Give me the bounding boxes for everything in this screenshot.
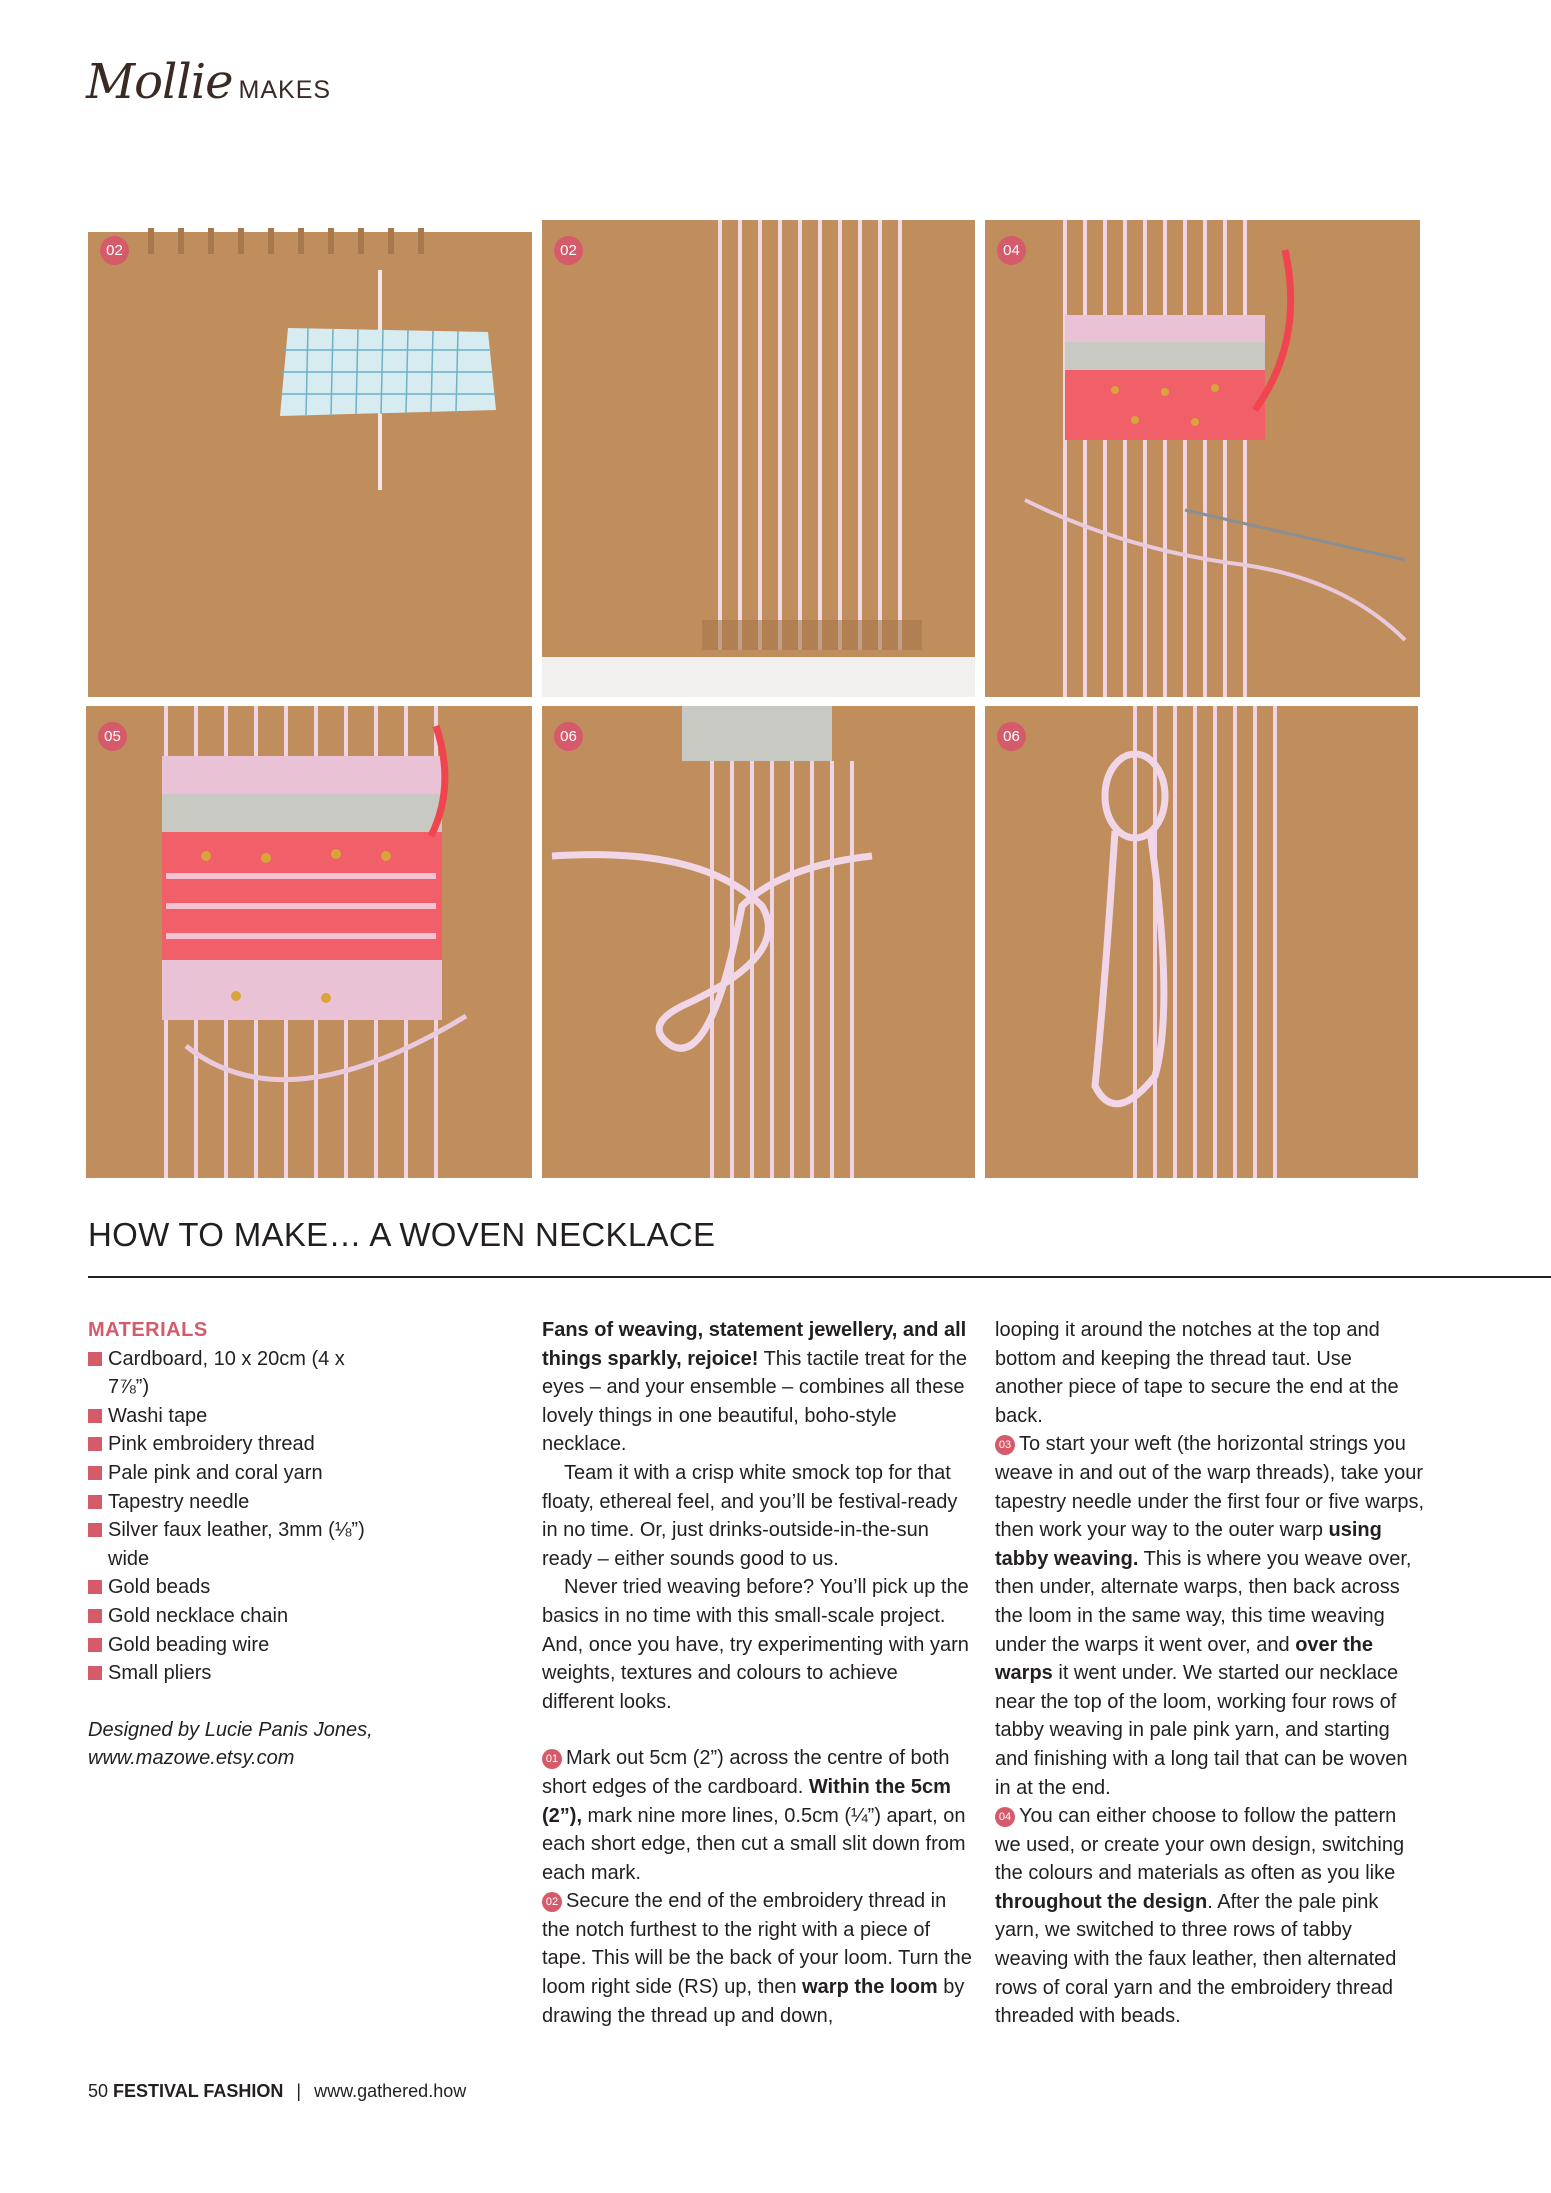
- footer-divider: |: [296, 2081, 302, 2101]
- step-badge: 02: [554, 236, 583, 265]
- intro-column: [542, 1316, 972, 2030]
- logo-script: Mollie: [86, 54, 233, 110]
- material-item: Small pliers: [88, 1659, 388, 1688]
- materials-heading: MATERIALS: [88, 1319, 208, 1341]
- step-4: 04 You can either choose to follow the pattern we used, or create your own design, switching the colours and materials as often as you like throughout the design. After the pale pink yarn, we switched to three rows of tabby weaving with the faux leather, then alternated rows of coral yarn and the embroidery thread threaded with beads.: [995, 1805, 1405, 2028]
- step-2-continued: looping it around the notches at the top and bottom and keeping the thread taut. Use another piece of tape to secure the end at the back.: [995, 1319, 1399, 1427]
- material-item: Pink embroidery thread: [88, 1430, 388, 1459]
- step-badge: 04: [997, 236, 1026, 265]
- step-photo-3: [985, 220, 1420, 697]
- step-number-badge: 04: [995, 1807, 1015, 1827]
- page-number: 50: [88, 2081, 109, 2101]
- step-photo-6: [985, 706, 1418, 1178]
- step-1: 01 Mark out 5cm (2”) across the centre of both short edges of the cardboard. Within the 5cm (2”), mark nine more lines, 0.5cm (¼”) apart, on each short edge, then cut a small slit down from each mark.: [542, 1747, 966, 1884]
- logo-makes: MAKES: [238, 76, 332, 104]
- step-badge: 06: [554, 722, 583, 751]
- intro-lead: Fans of weaving, statement jewellery, and all things sparkly, rejoice!: [542, 1319, 967, 1370]
- step-photo-2: [542, 220, 975, 697]
- step-number-badge: 02: [542, 1892, 562, 1912]
- step-number-badge: 01: [542, 1749, 562, 1769]
- footer-url: www.gathered.how: [314, 2081, 467, 2101]
- tied-loop-illustration: [985, 706, 1418, 1178]
- step-badge: 02: [100, 236, 129, 265]
- material-item: Gold beading wire: [88, 1631, 388, 1660]
- step-photo-4: [86, 706, 532, 1178]
- materials-list: [88, 1345, 388, 1688]
- intro-paragraph-3: Never tried weaving before? You’ll pick up the basics in no time with this small-scale project. And, once you have, try experimenting with yarn weights, textures and colours to achieve different looks.: [542, 1576, 969, 1713]
- footer-section: FESTIVAL FASHION: [113, 2081, 284, 2101]
- material-item: Tapestry needle: [88, 1488, 388, 1517]
- weaving-needle-illustration: [985, 220, 1420, 697]
- warped-loom-illustration: [542, 220, 975, 697]
- material-item: Washi tape: [88, 1402, 388, 1431]
- step-badge: 05: [98, 722, 127, 751]
- designer-credit: Designed by Lucie Panis Jones, www.mazowe.etsy.com: [88, 1718, 373, 1770]
- intro-paragraph-1: Fans of weaving, statement jewellery, and all things sparkly, rejoice! This tactile treat for the eyes – and your ensemble – combines all these lovely things in one beautiful, boho-style necklace.: [542, 1319, 967, 1456]
- step-3: 03 To start your weft (the horizontal strings you weave in and out of the warp threads), take your tapestry needle under the first four or five warps, then work your way to the outer warp using tabby weaving. This is where you weave over, then under, alternate warps, then back across the loom in the same way, this time weaving under the warps it went over, and over the warps it went under. We started our necklace near the top of the loom, working four rows of tabby weaving in pale pink yarn, and starting and finishing with a long tail that can be woven in at the end.: [995, 1433, 1425, 1799]
- cardboard-tape-illustration: [88, 220, 532, 697]
- intro-paragraph-2: Team it with a crisp white smock top for that floaty, ethereal feel, and you’ll be festival-ready in no time. Or, just drinks-outside-in-the-sun ready – either sounds good to us.: [542, 1461, 958, 1570]
- page-footer: [88, 2081, 466, 2102]
- material-item: Silver faux leather, 3mm (⅛”) wide: [88, 1516, 388, 1573]
- material-item: Pale pink and coral yarn: [88, 1459, 388, 1488]
- steps-column: [995, 1316, 1425, 2031]
- material-item: Gold necklace chain: [88, 1602, 388, 1631]
- step-number-badge: 03: [995, 1435, 1015, 1455]
- coral-panel-illustration: [86, 706, 532, 1178]
- step-2: 02 Secure the end of the embroidery thread in the notch furthest to the right with a piece of tape. This will be the back of your loom. Turn the loom right side (RS) up, then warp the loom by drawing the thread up and down,: [542, 1890, 972, 2027]
- warp-loop-illustration: [542, 706, 975, 1178]
- paragraph-gap: [542, 1716, 972, 1744]
- title-rule: [88, 1276, 1551, 1278]
- material-item: Cardboard, 10 x 20cm (4 x 7⅞”): [88, 1345, 388, 1402]
- material-item: Gold beads: [88, 1573, 388, 1602]
- step-badge: 06: [997, 722, 1026, 751]
- materials-column: [88, 1316, 388, 1773]
- step-photo-1: [88, 220, 532, 697]
- section-title: HOW TO MAKE… A WOVEN NECKLACE: [88, 1216, 716, 1253]
- step-photo-5: [542, 706, 975, 1178]
- magazine-logo: [86, 54, 331, 110]
